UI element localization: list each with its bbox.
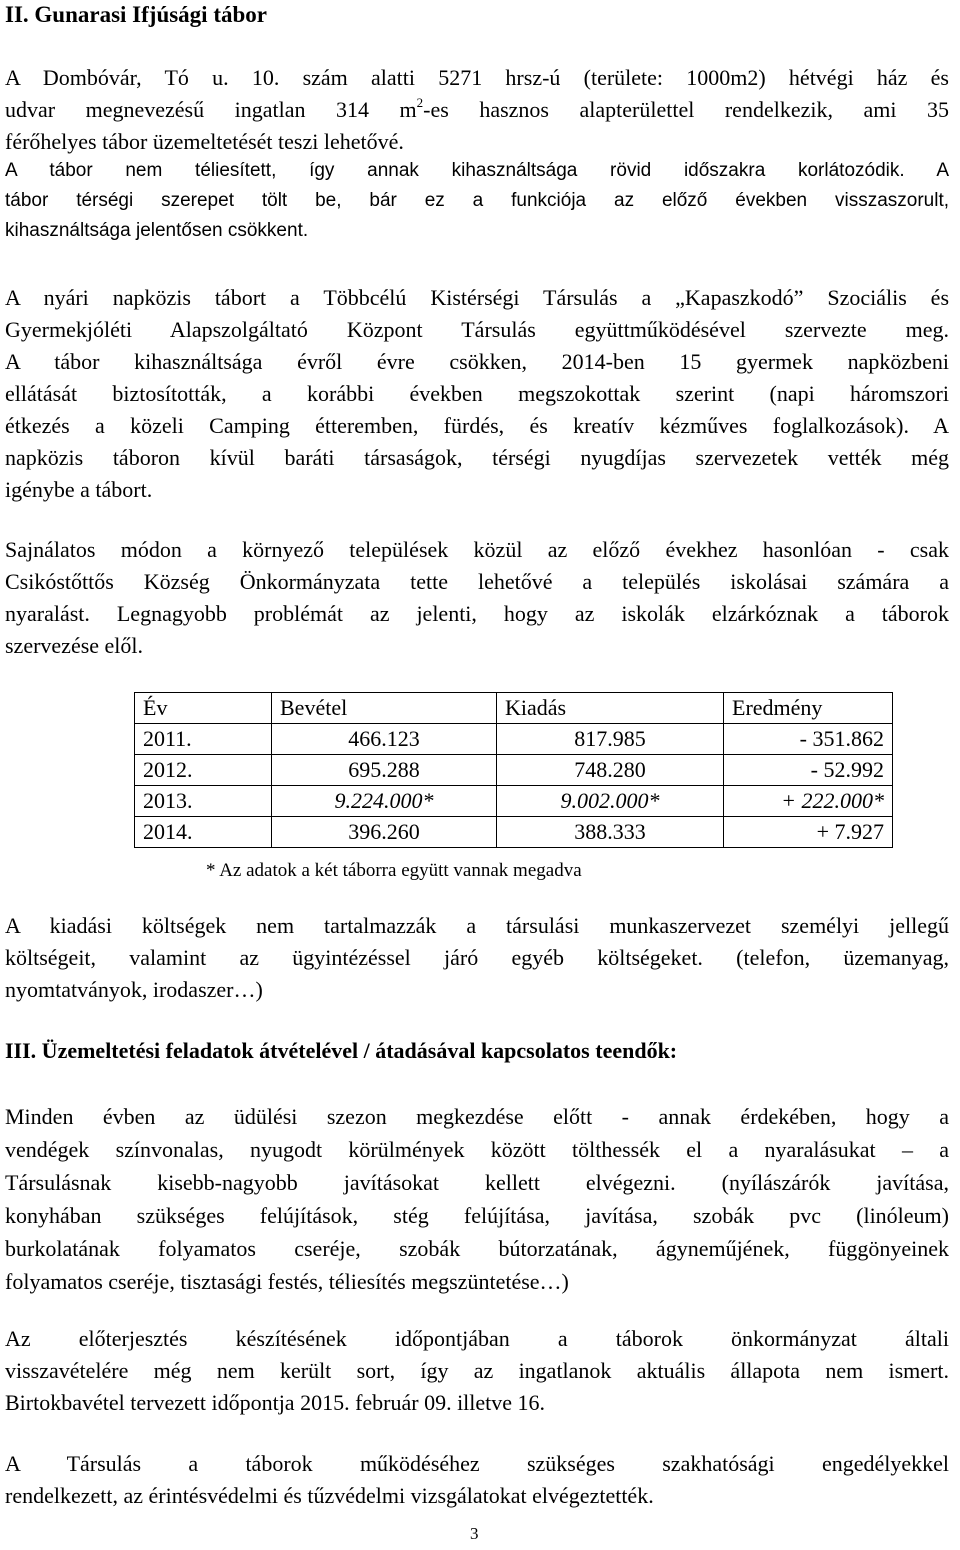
table-cell-result: + 7.927 [724, 817, 893, 848]
text-line: igénybe a tábort. [5, 477, 153, 502]
section-3-paragraph-1 [5, 1100, 949, 1298]
table-header-cell: Év [135, 693, 272, 724]
table-header-cell: Eredmény [724, 693, 893, 724]
section-2-paragraph-4 [5, 910, 949, 1006]
table-cell-year: 2013. [135, 786, 272, 817]
section-2-paragraph-3 [5, 534, 949, 662]
section-2-paragraph-1-sans [5, 156, 949, 246]
table-cell-income: 396.260 [272, 817, 497, 848]
table-row [135, 755, 893, 786]
text-line: férőhelyes tábor üzemeltetését teszi lehetővé. [5, 129, 404, 154]
text-line: szervezése elől. [5, 633, 144, 658]
text-line: A Dombóvár, Tó u. 10. szám alatti 5271 hrsz-ú (területe: 1000m2) hétvégi ház és [5, 65, 949, 90]
financial-table [134, 692, 893, 848]
text-line: burkolatának folyamatos cseréje, szobák bútorzatának, ágyneműjének, függönyeinek [5, 1236, 949, 1261]
text-line: A tábor nem téliesített, így annak kihasználtsága rövid időszakra korlátozódik. A [5, 160, 949, 181]
text-line: nyaralást. Legnagyobb problémát az jelenti, hogy az iskolák elzárkóznak a táborok [5, 601, 949, 626]
section-2-paragraph-1 [5, 62, 949, 158]
text-line: napközis táboron kívül baráti társaságok, térségi nyugdíjas szervezetek vették még [5, 445, 949, 470]
text-line: vendégek színvonalas, nyugodt körülmények között tölthessék el a nyaralásukat – a [5, 1137, 949, 1162]
table-cell-expense: 9.002.000* [497, 786, 724, 817]
table-header-cell: Kiadás [497, 693, 724, 724]
section-3-heading: III. Üzemeltetési feladatok átvételével / átadásával kapcsolatos teendők: [5, 1038, 678, 1063]
text-line: visszavételére még nem került sort, így az ingatlanok aktuális állapota nem ismert. [5, 1358, 949, 1383]
section-3-paragraph-3 [5, 1448, 949, 1512]
table-cell-income: 9.224.000* [272, 786, 497, 817]
text-line: folyamatos cseréje, tisztasági festés, téliesítés megszüntetése…) [5, 1269, 569, 1294]
text-line: Sajnálatos módon a környező települések közül az előző évekhez hasonlóan - csak [5, 537, 949, 562]
text-line: konyhában szükséges felújítások, stég felújítása, javítása, szobák pvc (linóleum) [5, 1203, 949, 1228]
section-2-paragraph-2 [5, 282, 949, 506]
text-line: étkezés a közeli Camping étteremben, fürdés, és kreatív kézműves foglalkozások). A [5, 413, 949, 438]
text-line: Gyermekjóléti Alapszolgáltató Központ Társulás együttműködésével szervezte meg. [5, 317, 949, 342]
section-2-heading: II. Gunarasi Ifjúsági tábor [5, 2, 267, 27]
table-cell-result: - 351.862 [724, 724, 893, 755]
table-cell-year: 2011. [135, 724, 272, 755]
text-line: Az előterjesztés készítésének időpontjában a táborok önkormányzat általi [5, 1326, 949, 1351]
table-cell-expense: 388.333 [497, 817, 724, 848]
text-line: ellátását biztosították, a korábbi években megszokottak szerint (napi háromszori [5, 381, 949, 406]
text-line: A tábor kihasználtsága évről évre csökken, 2014-ben 15 gyermek napközbeni [5, 349, 949, 374]
text-line: Birtokbavétel tervezett időpontja 2015. február 09. illetve 16. [5, 1390, 546, 1415]
table-cell-income: 695.288 [272, 755, 497, 786]
text-line: nyomtatványok, irodaszer…) [5, 977, 263, 1002]
table-cell-income: 466.123 [272, 724, 497, 755]
text-line: kihasználtsága jelentősen csökkent. [5, 220, 309, 241]
text-line: A Társulás a táborok működéséhez szükséges szakhatósági engedélyekkel [5, 1451, 949, 1476]
table-row [135, 786, 893, 817]
table-cell-result: - 52.992 [724, 755, 893, 786]
text-line: költségeit, valamint az ügyintézéssel járó egyéb költségeket. (telefon, üzemanyag, [5, 945, 949, 970]
text-line: Csikóstőttős Község Önkormányzata tette lehetővé a település iskolásai számára a [5, 569, 949, 594]
table-row [135, 724, 893, 755]
table-cell-year: 2014. [135, 817, 272, 848]
section-3-paragraph-2 [5, 1323, 949, 1419]
page-number: 3 [470, 1524, 479, 1543]
table-cell-result: + 222.000* [724, 786, 893, 817]
text-line: A kiadási költségek nem tartalmazzák a társulási munkaszervezet személyi jellegű [5, 913, 949, 938]
text-line: rendelkezett, az érintésvédelmi és tűzvédelmi vizsgálatokat elvégeztették. [5, 1483, 654, 1508]
table-header-cell: Bevétel [272, 693, 497, 724]
text-line: Minden évben az üdülési szezon megkezdése előtt - annak érdekében, hogy a [5, 1104, 949, 1129]
text-line: udvar megnevezésű ingatlan 314 $m^2-es$ hasznos alapterülettel rendelkezik, ami 35 [5, 95, 949, 122]
table-header-row [135, 693, 893, 724]
table-row [135, 817, 893, 848]
text-line: A nyári napközis tábort a Többcélú Kistérségi Társulás a „Kapaszkodó” Szociális és [5, 285, 949, 310]
table-cell-expense: 748.280 [497, 755, 724, 786]
table-cell-year: 2012. [135, 755, 272, 786]
table-cell-expense: 817.985 [497, 724, 724, 755]
text-line: Társulásnak kisebb-nagyobb javításokat kellett elvégezni. (nyílászárók javítása, [5, 1170, 949, 1195]
text-line: tábor térségi szerepet tölt be, bár ez a funkciója az előző években visszaszorult, [5, 190, 949, 211]
table-footnote: * Az adatok a két táborra együtt vannak megadva [206, 860, 582, 881]
